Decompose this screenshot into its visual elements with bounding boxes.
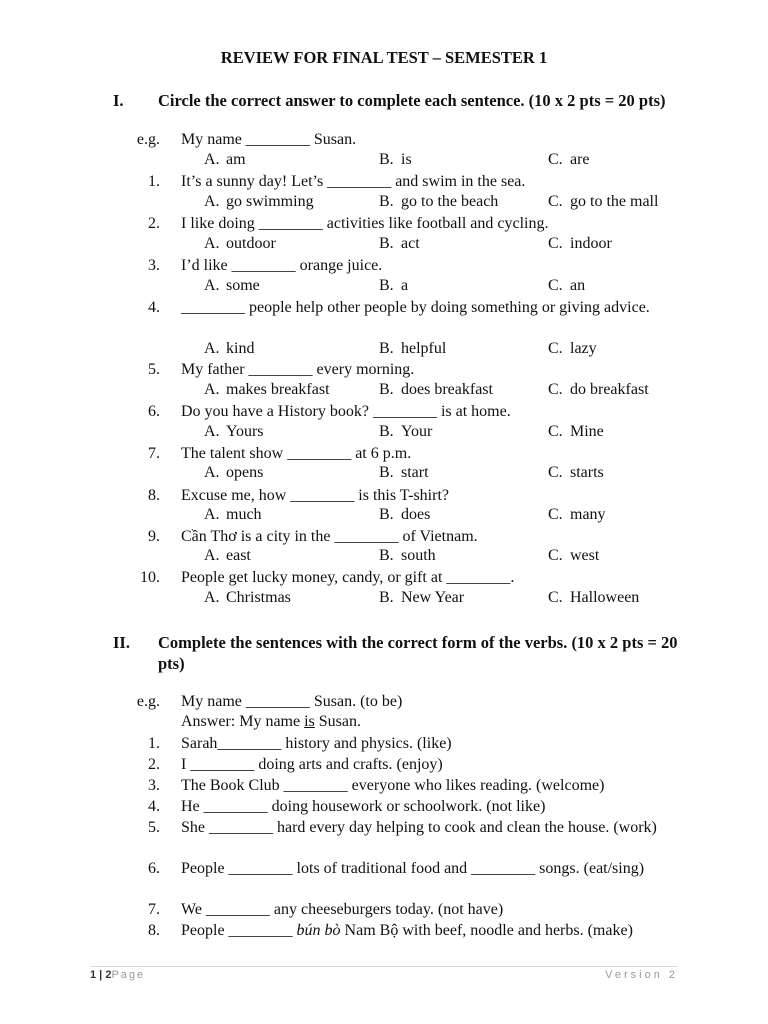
question-number: 1. xyxy=(148,735,160,752)
option-letter: C. xyxy=(548,589,563,606)
option-letter: A. xyxy=(204,506,220,523)
question-text: Cần Thơ is a city in the ________ of Vietnam. xyxy=(181,528,478,545)
text-post: Nam Bộ with beef, noodle and herbs. (make) xyxy=(340,922,633,939)
option-a xyxy=(204,235,276,253)
option-text: a xyxy=(401,277,409,294)
question-text: My name ________ Susan. xyxy=(181,131,357,148)
question-text: My name ________ Susan. (to be) xyxy=(181,693,403,710)
option-text: lazy xyxy=(570,340,597,357)
question-text: My father ________ every morning. xyxy=(181,361,415,378)
answer-options xyxy=(0,589,768,609)
option-letter: A. xyxy=(204,589,220,606)
question-text: ________ people help other people by doing something or giving advice. xyxy=(181,299,650,316)
question-number: 7. xyxy=(148,901,160,918)
page-title: REVIEW FOR FINAL TEST – SEMESTER 1 xyxy=(220,48,548,67)
option-a xyxy=(204,151,246,169)
option-b xyxy=(379,506,430,524)
option-text: go swimming xyxy=(226,193,314,210)
option-text: Halloween xyxy=(570,589,640,606)
answer-options xyxy=(0,547,768,567)
option-a xyxy=(204,589,291,607)
option-b xyxy=(379,547,436,565)
page-number: 1 | 2Page xyxy=(90,969,146,981)
option-letter: C. xyxy=(548,423,563,440)
option-b xyxy=(379,381,493,399)
option-a xyxy=(204,381,330,399)
option-a xyxy=(204,464,263,482)
option-letter: A. xyxy=(204,423,220,440)
question-number: 8. xyxy=(148,922,160,939)
option-c xyxy=(548,151,590,169)
option-c xyxy=(548,277,585,295)
question-number: 4. xyxy=(148,299,160,316)
option-text: does xyxy=(401,506,431,523)
option-letter: B. xyxy=(379,506,394,523)
section-number: II. xyxy=(113,633,130,652)
question-number: 5. xyxy=(148,819,160,836)
answer-suffix: Susan. xyxy=(314,713,361,730)
option-text: kind xyxy=(226,340,255,357)
option-text: outdoor xyxy=(226,235,276,252)
option-a xyxy=(204,423,264,441)
option-c xyxy=(548,506,606,524)
question-text: People get lucky money, candy, or gift at ________. xyxy=(181,569,515,586)
question-number: 5. xyxy=(148,361,160,378)
example-answer xyxy=(181,713,361,731)
option-letter: C. xyxy=(548,381,563,398)
version-label: Version 2 xyxy=(605,969,678,981)
answer-options xyxy=(0,277,768,297)
question-number: e.g. xyxy=(136,693,160,710)
option-letter: B. xyxy=(379,340,394,357)
option-b xyxy=(379,423,432,441)
question-number: 10. xyxy=(140,569,160,586)
option-text: Your xyxy=(401,423,433,440)
answer-options xyxy=(0,235,768,255)
question-text: It’s a sunny day! Let’s ________ and swim in the sea. xyxy=(181,173,526,190)
question-text xyxy=(181,921,661,942)
question-text: She ________ hard every day helping to cook and clean the house. (work) xyxy=(181,819,657,836)
option-b xyxy=(379,151,412,169)
answer-options xyxy=(0,423,768,443)
question-number: 4. xyxy=(148,798,160,815)
option-b xyxy=(379,464,429,482)
question-number: 8. xyxy=(148,487,160,504)
question-number: 1. xyxy=(148,173,160,190)
question-number: 9. xyxy=(148,528,160,545)
section-instruction: Complete the sentences with the correct form of the verbs. (10 x 2 pts = 20 pts) xyxy=(158,633,678,673)
question-text: Excuse me, how ________ is this T-shirt? xyxy=(181,487,449,504)
option-letter: B. xyxy=(379,151,394,168)
page-footer xyxy=(90,966,678,981)
option-b xyxy=(379,589,464,607)
option-text: south xyxy=(401,547,436,564)
option-letter: B. xyxy=(379,589,394,606)
question-number: e.g. xyxy=(136,131,160,148)
option-c xyxy=(548,423,604,441)
option-b xyxy=(379,235,420,253)
option-letter: C. xyxy=(548,464,563,481)
answer-options xyxy=(0,381,768,401)
option-letter: B. xyxy=(379,193,394,210)
option-letter: B. xyxy=(379,381,394,398)
option-c xyxy=(548,381,649,399)
option-text: start xyxy=(401,464,429,481)
option-text: go to the beach xyxy=(401,193,499,210)
option-b xyxy=(379,340,446,358)
option-a xyxy=(204,340,254,358)
question-number: 6. xyxy=(148,403,160,420)
answer-options xyxy=(0,151,768,171)
option-letter: B. xyxy=(379,423,394,440)
question-text: We ________ any cheeseburgers today. (not have) xyxy=(181,901,504,918)
option-text: an xyxy=(570,277,586,294)
option-text: do breakfast xyxy=(570,381,649,398)
question-number: 3. xyxy=(148,777,160,794)
section-number: I. xyxy=(113,91,124,110)
option-letter: B. xyxy=(379,277,394,294)
option-text: act xyxy=(401,235,420,252)
option-letter: B. xyxy=(379,235,394,252)
option-letter: C. xyxy=(548,193,563,210)
option-text: Yours xyxy=(226,423,264,440)
option-c xyxy=(548,235,612,253)
answer-options xyxy=(0,506,768,526)
option-text: starts xyxy=(570,464,604,481)
option-c xyxy=(548,340,597,358)
question-text: People ________ lots of traditional food and ________ songs. (eat/sing) xyxy=(181,860,645,877)
option-text: Christmas xyxy=(226,589,291,606)
option-letter: A. xyxy=(204,340,220,357)
option-text: does breakfast xyxy=(401,381,493,398)
question-text: I ________ doing arts and crafts. (enjoy) xyxy=(181,756,443,773)
option-letter: A. xyxy=(204,193,220,210)
section-instruction: Circle the correct answer to complete each sentence. (10 x 2 pts = 20 pts) xyxy=(158,91,666,110)
option-b xyxy=(379,193,498,211)
question-number: 6. xyxy=(148,860,160,877)
question-text: I like doing ________ activities like football and cycling. xyxy=(181,215,549,232)
question-number: 3. xyxy=(148,257,160,274)
answer-options xyxy=(0,340,768,360)
answer-options xyxy=(0,193,768,213)
option-c xyxy=(548,193,658,211)
option-letter: A. xyxy=(204,235,220,252)
question-text: Do you have a History book? ________ is at home. xyxy=(181,403,511,420)
option-a xyxy=(204,506,262,524)
text-italic: bún bò xyxy=(296,922,341,939)
option-text: much xyxy=(226,506,262,523)
option-text: west xyxy=(570,547,600,564)
option-c xyxy=(548,547,599,565)
option-letter: B. xyxy=(379,464,394,481)
option-text: Mine xyxy=(570,423,604,440)
option-text: am xyxy=(226,151,246,168)
option-letter: A. xyxy=(204,547,220,564)
answer-prefix: Answer: My name xyxy=(181,713,305,730)
option-letter: C. xyxy=(548,277,563,294)
option-text: New Year xyxy=(401,589,465,606)
option-letter: C. xyxy=(548,151,563,168)
option-text: is xyxy=(401,151,412,168)
option-letter: A. xyxy=(204,277,220,294)
option-text: makes breakfast xyxy=(226,381,330,398)
option-text: helpful xyxy=(401,340,447,357)
question-number: 2. xyxy=(148,215,160,232)
option-letter: A. xyxy=(204,381,220,398)
question-text: The Book Club ________ everyone who likes reading. (welcome) xyxy=(181,777,605,794)
question-text: Sarah________ history and physics. (like) xyxy=(181,735,452,752)
option-a xyxy=(204,193,314,211)
option-b xyxy=(379,277,408,295)
option-c xyxy=(548,464,604,482)
question-text: The talent show ________ at 6 p.m. xyxy=(181,445,412,462)
answer-underlined: is xyxy=(304,713,315,730)
option-text: opens xyxy=(226,464,264,481)
text-pre: People ________ xyxy=(181,922,297,939)
option-a xyxy=(204,547,251,565)
question-text: He ________ doing housework or schoolwork. (not like) xyxy=(181,798,546,815)
option-letter: A. xyxy=(204,151,220,168)
option-letter: A. xyxy=(204,464,220,481)
option-letter: B. xyxy=(379,547,394,564)
option-text: go to the mall xyxy=(570,193,659,210)
question-number: 2. xyxy=(148,756,160,773)
option-a xyxy=(204,277,260,295)
answer-options xyxy=(0,464,768,484)
question-number: 7. xyxy=(148,445,160,462)
question-text: I’d like ________ orange juice. xyxy=(181,257,383,274)
option-letter: C. xyxy=(548,547,563,564)
option-text: are xyxy=(570,151,590,168)
option-text: some xyxy=(226,277,260,294)
option-letter: C. xyxy=(548,506,563,523)
option-c xyxy=(548,589,639,607)
option-letter: C. xyxy=(548,235,563,252)
option-text: many xyxy=(570,506,606,523)
option-letter: C. xyxy=(548,340,563,357)
option-text: indoor xyxy=(570,235,612,252)
option-text: east xyxy=(226,547,251,564)
